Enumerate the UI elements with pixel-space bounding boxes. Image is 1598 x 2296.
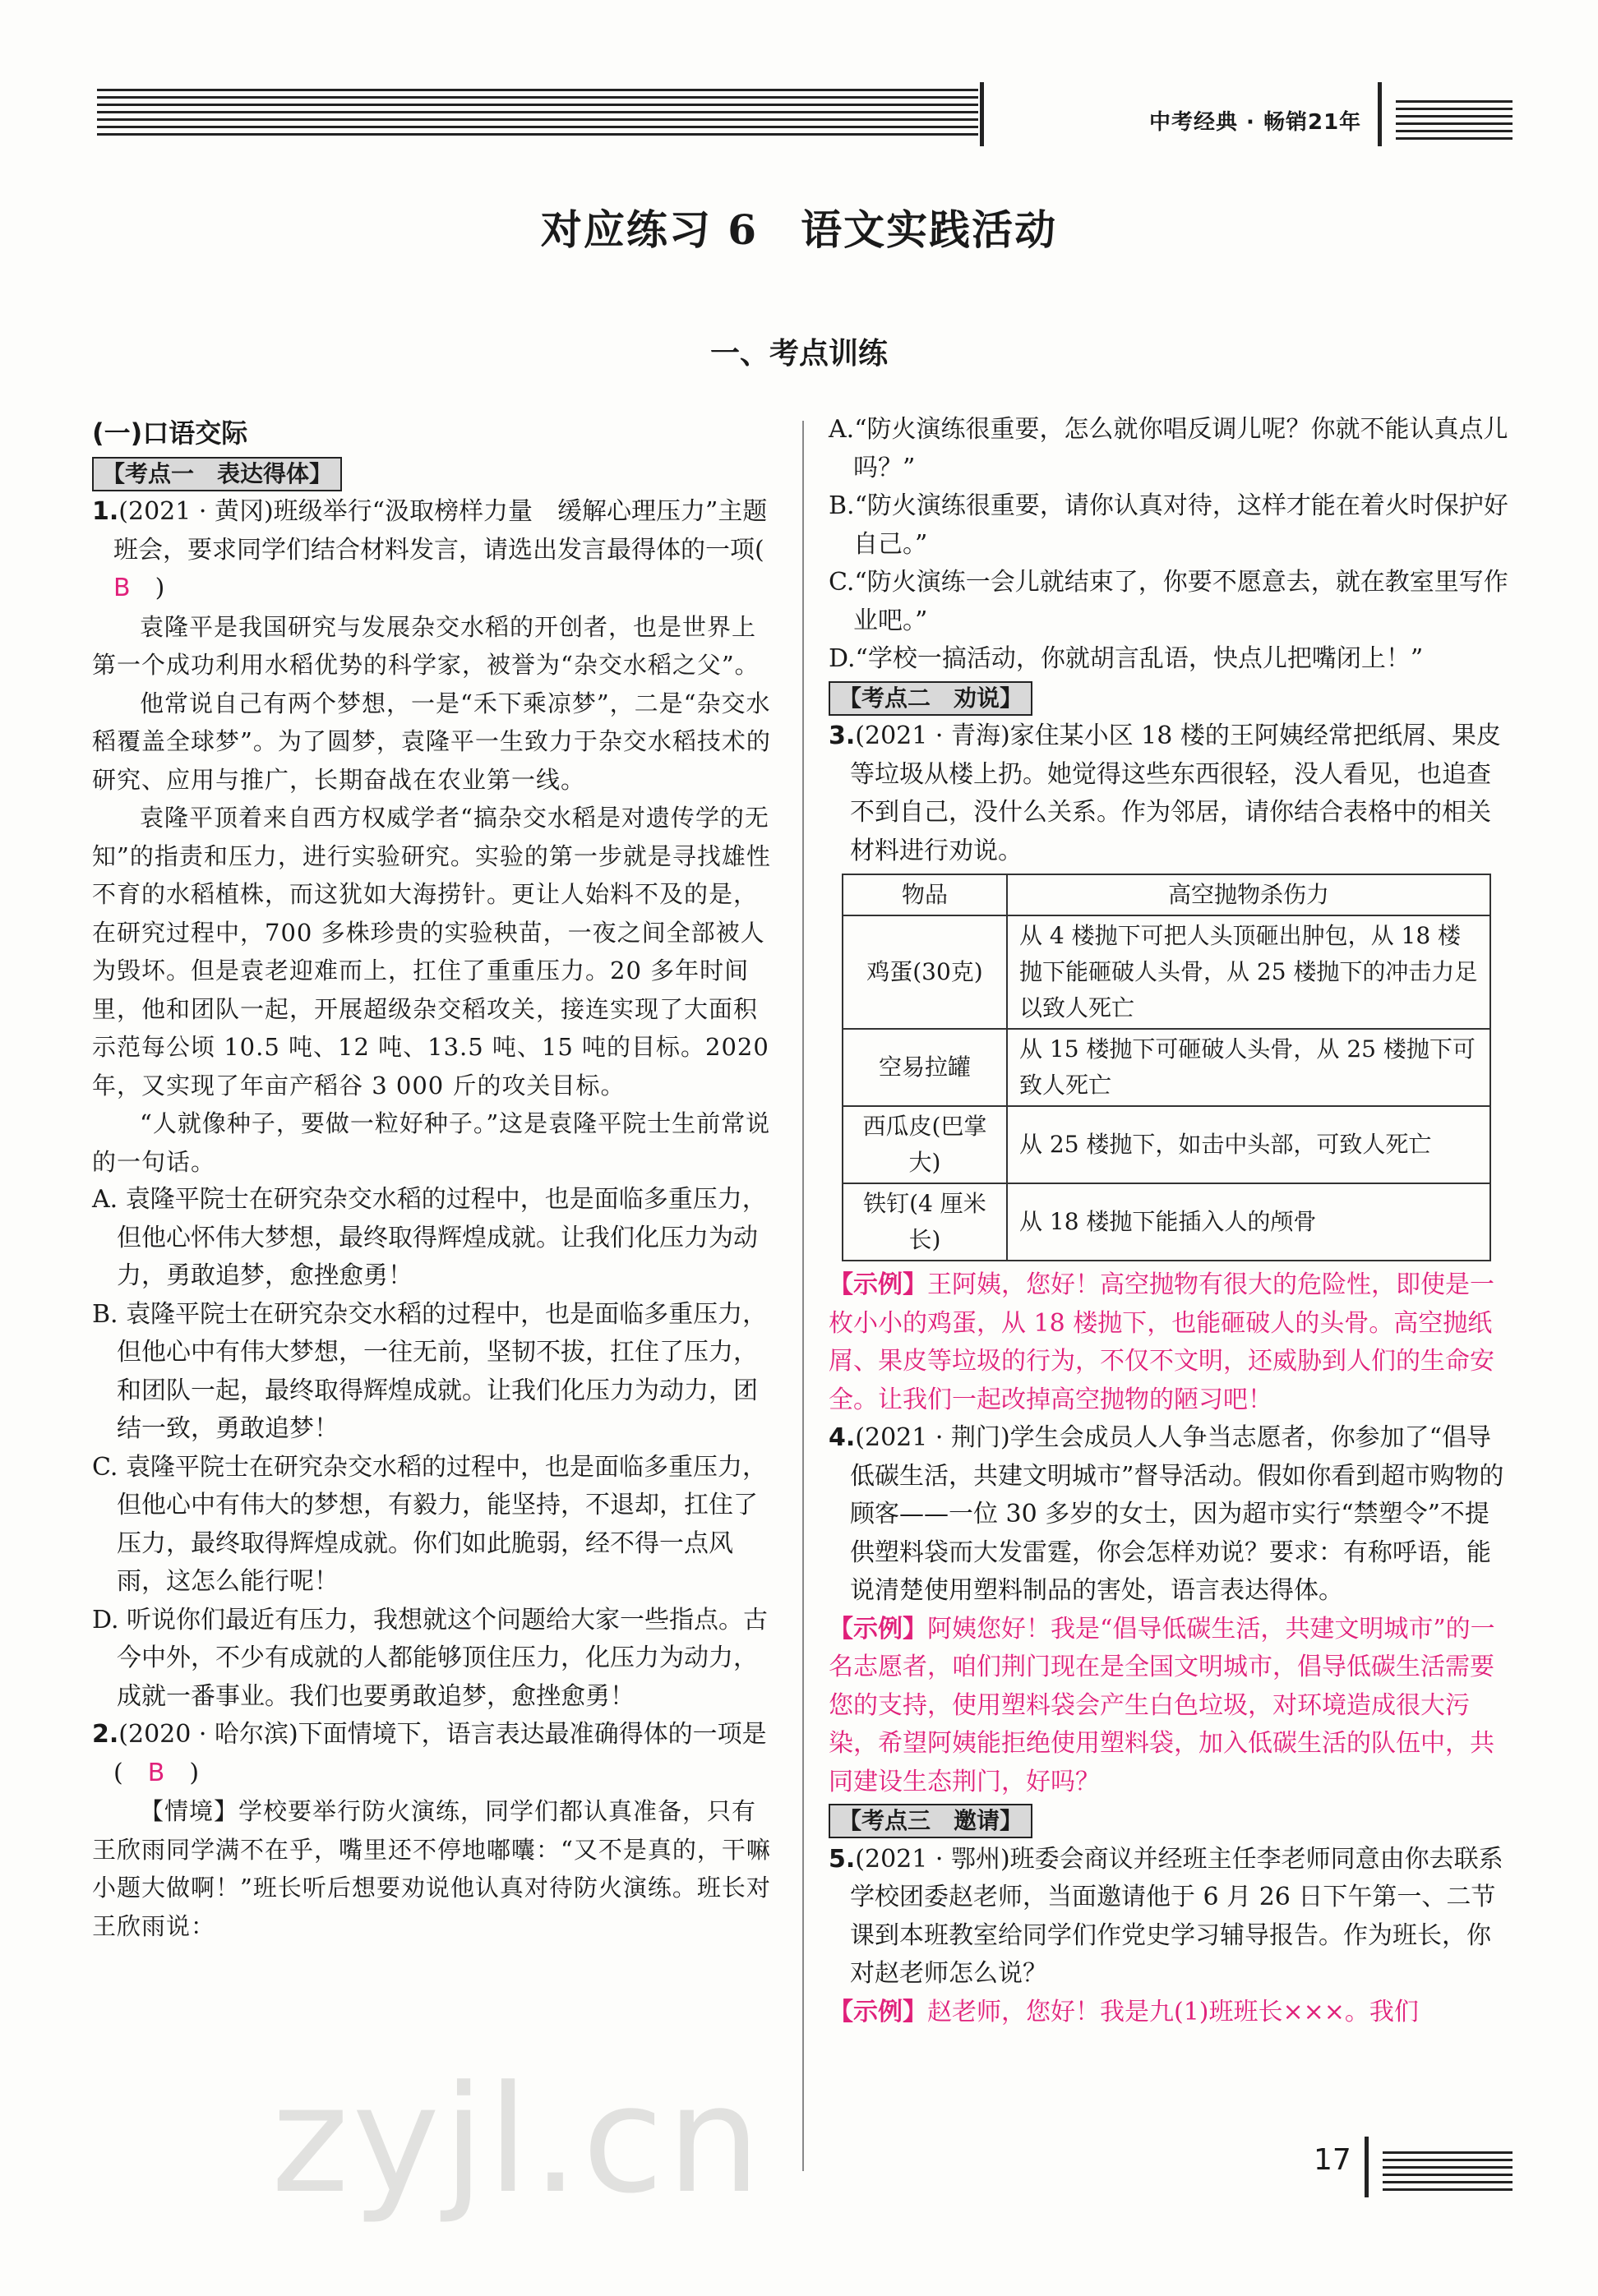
option-b: B. 袁隆平院士在研究杂交水稻的过程中，也是面临多重压力，但他心中有伟大梦想，一往无前，坚韧不拔，扛住了压力，和团队一起，最终取得辉煌成就。让我们化压力为动力，团结一致，勇敢追梦！ [92,1299,768,1443]
column-divider [802,421,804,2171]
table-cell: 鸡蛋(30克) [843,915,1007,1029]
question-2 [92,1716,774,1792]
example-answer-4 [829,1611,1511,1802]
question-stem: (2021 · 鄂州)班委会商议并经班主任李老师同意由你去联系学校团委赵老师，当面邀请他于 6 月 26 日下午第一、二节课到本班教室给同学们作党史学习辅导报告。作为班长，你对赵老师怎么说？ [850,1844,1503,1988]
material-paragraph: 他常说自己有两个梦想，一是“禾下乘凉梦”，二是“杂交水稻覆盖全球梦”。为了圆梦，袁隆平一生致力于杂交水稻技术的研究、应用与推广，长期奋战在农业第一线。 [92,689,771,794]
section-heading: (一)口语交际 [92,417,248,449]
answer-mark: B [113,574,131,602]
stem-end: ) [155,574,165,602]
question-stem: (2021 · 荆门)学生会成员人人争当志愿者，你参加了“倡导低碳生活，共建文明城市”督导活动。假如你看到超市购物的顾客——一位 30 多岁的女士，因为超市实行“禁塑令”不提供塑料袋而大发雷霆，你会怎样劝说？要求：有称呼语，能说清楚使用塑料制品的害处，语言表达得体。 [850,1423,1504,1605]
table-row [843,1183,1490,1261]
kaodian-label-2: 【考点二 劝说】 [829,681,1032,716]
example-tag: 【示例】 [829,1614,927,1644]
right-column [829,411,1511,2031]
page-number: 17 [1314,2143,1351,2177]
stem-end: ) [189,1758,200,1787]
question-number: 1. [92,497,119,526]
question-1 [92,493,774,608]
header-divider [980,82,984,146]
header-series: 中考经典 · 畅销21年 [1149,110,1362,135]
question-3 [829,717,1511,870]
situation-text: 【情境】学校要举行防火演练，同学们都认真准备，只有王欣雨同学满不在乎，嘴里还不停地嘟囔：“又不是真的，干嘛小题大做啊！”班长听后想要劝说他认真对待防火演练。班长对王欣雨说： [92,1797,771,1940]
material-paragraph: 袁隆平顶着来自西方权威学者“搞杂交水稻是对遗传学的无知”的指责和压力，进行实验研究。实验的第一步就是寻找雄性不育的水稻植株，而这犹如大海捞针。更让人始料不及的是，在研究过程中，700 多株珍贵的实验秧苗，一夜之间全部被人为毁坏。但是袁老迎难而上，扛住了重重压力。20 多年时间里，他和团队一起，开展超级杂交稻攻关，接连实现了大面积示范每公顷 10.5 吨、12 吨、13.5 吨、15 吨的目标。2020 年，又实现了年亩产稻谷 3 000 斤的攻关目标。 [92,804,771,1100]
page-subtitle: 一、考点训练 [709,337,888,371]
table-row [843,1029,1490,1106]
option-c: C.“防火演练一会儿就结束了，你要不愿意去，就在教室里写作业吧。” [829,568,1508,635]
footer-divider [1365,2137,1369,2197]
table-header-row [843,874,1490,915]
question-stem: (2021 · 青海)家住某小区 18 楼的王阿姨经常把纸屑、果皮等垃圾从楼上扔。她觉得这些东西很轻，没人看见，也追查不到自己，没什么关系。作为邻居，请你结合表格中的相关材料进行劝说。 [850,722,1501,865]
example-tag: 【示例】 [829,1270,927,1299]
header-rule-lines [97,89,978,136]
example-text: 王阿姨，您好！高空抛物有很大的危险性，即使是一枚小小的鸡蛋，从 18 楼抛下，也能砸破人的头骨。高空抛纸屑、果皮等垃圾的行为，不仅不文明，还威胁到人们的生命安全。让我们一起改掉高空抛物的陋习吧！ [829,1270,1494,1414]
table-row [843,915,1490,1029]
table-cell: 空易拉罐 [843,1029,1007,1106]
table-cell: 从 25 楼抛下，如击中头部，可致人死亡 [1007,1106,1490,1183]
watermark: zyjl.cn [271,2054,764,2226]
question-number: 5. [829,1844,856,1874]
question-number: 3. [829,722,856,750]
answer-mark: B [147,1758,165,1787]
option-c: C. 袁隆平院士在研究杂交水稻的过程中，也是面临多重压力，但他心中有伟大的梦想，有毅力，能坚持，不退却，扛住了压力，最终取得辉煌成就。你们如此脆弱，经不得一点风雨，这怎么能行呢！ [92,1452,767,1596]
projectile-table [842,874,1491,1261]
table-cell: 从 18 楼抛下能插入人的颅骨 [1007,1183,1490,1261]
table-header: 高空抛物杀伤力 [1007,874,1490,915]
question-number: 4. [829,1423,856,1452]
question-number: 2. [92,1720,119,1749]
kaodian-label-1: 【考点一 表达得体】 [92,457,342,491]
table-cell: 从 15 楼抛下可砸破人头骨，从 25 楼抛下可致人死亡 [1007,1029,1490,1106]
question-4 [829,1419,1511,1611]
header-divider-right [1378,82,1382,146]
question-stem: (2020 · 哈尔滨)下面情境下，语言表达最准确得体的一项是( [113,1720,767,1787]
example-tag: 【示例】 [829,1997,927,2026]
table-cell: 从 4 楼抛下可把人头顶砸出肿包，从 18 楼抛下能砸破人头骨，从 25 楼抛下的冲击力足以致人死亡 [1007,915,1490,1029]
example-answer-3 [829,1266,1511,1419]
question-stem: (2021 · 黄冈)班级举行“汲取榜样力量 缓解心理压力”主题班会，要求同学们结合材料发言，请选出发言最得体的一项( [113,497,768,565]
material-paragraph: 袁隆平是我国研究与发展杂交水稻的开创者，也是世界上第一个成功利用水稻优势的科学家，被誉为“杂交水稻之父”。 [92,612,760,679]
left-column [92,411,774,1945]
material-paragraph: “人就像种子，要做一粒好种子。”这是袁隆平院士生前常说的一句话。 [92,1109,771,1176]
question-5 [829,1841,1511,1994]
page-title: 对应练习 6 语文实践活动 [540,205,1058,254]
option-a: A. 袁隆平院士在研究杂交水稻的过程中，也是面临多重压力，但他心怀伟大梦想，最终取得辉煌成就。让我们化压力为动力，勇敢追梦，愈挫愈勇！ [92,1185,767,1290]
table-cell: 铁钉(4 厘米长) [843,1183,1007,1261]
example-answer-5 [829,1994,1511,2032]
table-cell: 西瓜皮(巴掌大) [843,1106,1007,1183]
example-text: 赵老师，您好！我是九(1)班班长×××。我们 [927,1997,1419,2026]
example-text: 阿姨您好！我是“倡导低碳生活，共建文明城市”的一名志愿者，咱们荆门现在是全国文明城市，倡导低碳生活需要您的支持，使用塑料袋会产生白色垃圾，对环境造成很大污染，希望阿姨能拒绝使用塑料袋，加入低碳生活的队伍中，共同建设生态荆门，好吗？ [829,1614,1495,1796]
kaodian-label-3: 【考点三 邀请】 [829,1804,1032,1838]
option-a: A.“防火演练很重要，怎么就你唱反调儿呢？你就不能认真点儿吗？” [829,415,1508,482]
table-header: 物品 [843,874,1007,915]
header-rule-lines-right [1396,100,1513,141]
table-row [843,1106,1490,1183]
option-d: D. 听说你们最近有压力，我想就这个问题给大家一些指点。古今中外，不少有成就的人都能够顶住压力，化压力为动力，成就一番事业。我们也要勇敢追梦，愈挫愈勇！ [92,1605,769,1711]
option-b: B.“防火演练很重要，请你认真对待，这样才能在着火时保护好自己。” [829,491,1508,559]
option-d: D.“学校一搞活动，你就胡言乱语，快点儿把嘴闭上！” [829,644,1424,673]
footer-rule-lines [1383,2151,1513,2192]
